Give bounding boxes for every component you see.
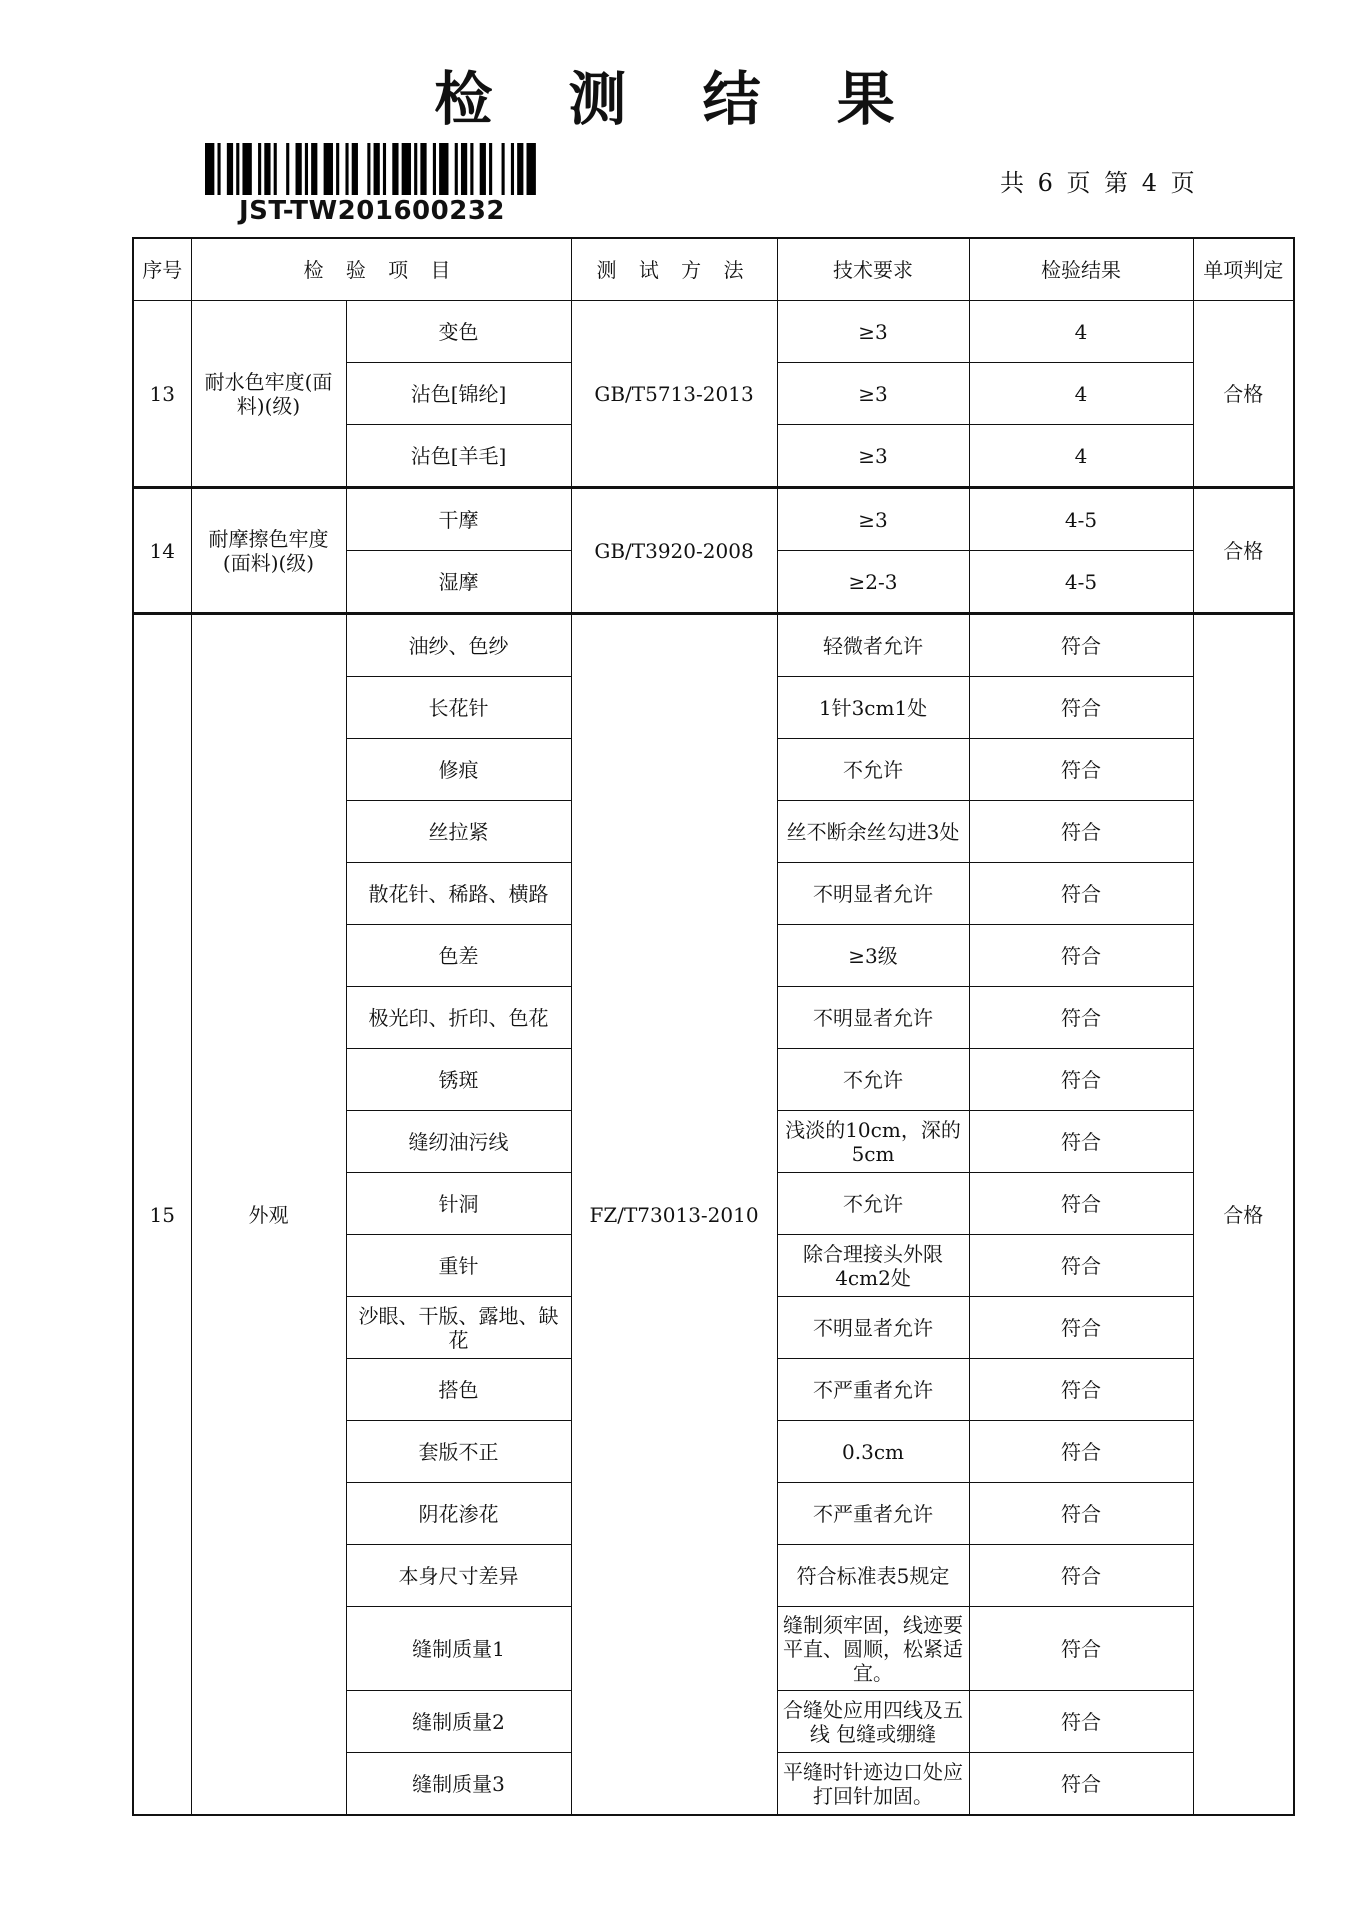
requirement: 不允许: [777, 739, 969, 801]
requirement: 1针3cm1处: [777, 677, 969, 739]
sub-item: 丝拉紧: [346, 801, 571, 863]
result: 4: [969, 425, 1193, 488]
sub-item: 缝制质量3: [346, 1753, 571, 1816]
sub-item: 色差: [346, 925, 571, 987]
barcode: [205, 143, 539, 195]
table-row: [133, 301, 1294, 363]
result: 符合: [969, 863, 1193, 925]
requirement: 除合理接头外限4cm2处: [777, 1235, 969, 1297]
result: 符合: [969, 1297, 1193, 1359]
requirement: ≥3级: [777, 925, 969, 987]
header-method: 测 试 方 法: [571, 238, 777, 301]
result: 符合: [969, 1607, 1193, 1691]
item-number: 15: [133, 614, 191, 1816]
sub-item: 沙眼、干版、露地、缺花: [346, 1297, 571, 1359]
requirement: ≥3: [777, 488, 969, 551]
requirement: 不明显者允许: [777, 987, 969, 1049]
result: 符合: [969, 1483, 1193, 1545]
sub-item: 套版不正: [346, 1421, 571, 1483]
result: 4-5: [969, 488, 1193, 551]
requirement: 合缝处应用四线及五线 包缝或绷缝: [777, 1691, 969, 1753]
header-item: 检 验 项 目: [191, 238, 571, 301]
sub-item: 长花针: [346, 677, 571, 739]
header-result: 检验结果: [969, 238, 1193, 301]
result: 符合: [969, 801, 1193, 863]
result: 符合: [969, 1421, 1193, 1483]
item-name: 耐水色牢度(面料)(级): [191, 301, 346, 488]
requirement: 不允许: [777, 1173, 969, 1235]
requirement: 浅淡的10cm，深的5cm: [777, 1111, 969, 1173]
test-method: GB/T5713-2013: [571, 301, 777, 488]
result: 符合: [969, 1545, 1193, 1607]
requirement: 缝制须牢固，线迹要平直、圆顺，松紧适宜。: [777, 1607, 969, 1691]
sub-item: 湿摩: [346, 551, 571, 614]
item-name: 外观: [191, 614, 346, 1816]
result: 符合: [969, 739, 1193, 801]
item-number: 14: [133, 488, 191, 614]
test-method: GB/T3920-2008: [571, 488, 777, 614]
verdict: 合格: [1193, 301, 1294, 488]
requirement: 符合标准表5规定: [777, 1545, 969, 1607]
sub-item: 本身尺寸差异: [346, 1545, 571, 1607]
sub-item: 缝制质量1: [346, 1607, 571, 1691]
result: 符合: [969, 1359, 1193, 1421]
sub-item: 沾色[锦纶]: [346, 363, 571, 425]
table-row: [133, 488, 1294, 551]
sub-item: 油纱、色纱: [346, 614, 571, 677]
header-no: 序号: [133, 238, 191, 301]
result: 符合: [969, 677, 1193, 739]
sub-item: 极光印、折印、色花: [346, 987, 571, 1049]
requirement: 0.3cm: [777, 1421, 969, 1483]
requirement: 平缝时针迹边口处应打回针加固。: [777, 1753, 969, 1816]
sub-item: 锈斑: [346, 1049, 571, 1111]
results-table: [132, 237, 1295, 1816]
result: 符合: [969, 1235, 1193, 1297]
result: 符合: [969, 1111, 1193, 1173]
requirement: 不严重者允许: [777, 1359, 969, 1421]
result: 符合: [969, 925, 1193, 987]
sub-item: 沾色[羊毛]: [346, 425, 571, 488]
sub-item: 重针: [346, 1235, 571, 1297]
requirement: 不明显者允许: [777, 863, 969, 925]
sub-item: 干摩: [346, 488, 571, 551]
result: 符合: [969, 1173, 1193, 1235]
requirement: 不允许: [777, 1049, 969, 1111]
page-indicator: 共 6 页 第 4 页: [1000, 169, 1195, 197]
sub-item: 缝制质量2: [346, 1691, 571, 1753]
requirement: ≥3: [777, 425, 969, 488]
sub-item: 针洞: [346, 1173, 571, 1235]
requirement: ≥2-3: [777, 551, 969, 614]
result: 4: [969, 301, 1193, 363]
requirement: 轻微者允许: [777, 614, 969, 677]
verdict: 合格: [1193, 488, 1294, 614]
page-title: 检 测 结 果: [434, 65, 923, 133]
result: 符合: [969, 614, 1193, 677]
verdict: 合格: [1193, 614, 1294, 1816]
result: 4-5: [969, 551, 1193, 614]
requirement: ≥3: [777, 363, 969, 425]
result: 符合: [969, 1753, 1193, 1816]
requirement: ≥3: [777, 301, 969, 363]
sub-item: 缝纫油污线: [346, 1111, 571, 1173]
item-name: 耐摩擦色牢度(面料)(级): [191, 488, 346, 614]
sub-item: 散花针、稀路、横路: [346, 863, 571, 925]
sub-item: 搭色: [346, 1359, 571, 1421]
result: 符合: [969, 987, 1193, 1049]
header-verdict: 单项判定: [1193, 238, 1294, 301]
table-header-row: [133, 238, 1294, 301]
result: 符合: [969, 1049, 1193, 1111]
table-row: [133, 614, 1294, 677]
sub-item: 变色: [346, 301, 571, 363]
result: 4: [969, 363, 1193, 425]
requirement: 不严重者允许: [777, 1483, 969, 1545]
report-number: JST-TW201600232: [238, 196, 505, 226]
sub-item: 修痕: [346, 739, 571, 801]
requirement: 不明显者允许: [777, 1297, 969, 1359]
requirement: 丝不断余丝勾进3处: [777, 801, 969, 863]
item-number: 13: [133, 301, 191, 488]
test-method: FZ/T73013-2010: [571, 614, 777, 1816]
sub-item: 阴花渗花: [346, 1483, 571, 1545]
result: 符合: [969, 1691, 1193, 1753]
header-requirement: 技术要求: [777, 238, 969, 301]
